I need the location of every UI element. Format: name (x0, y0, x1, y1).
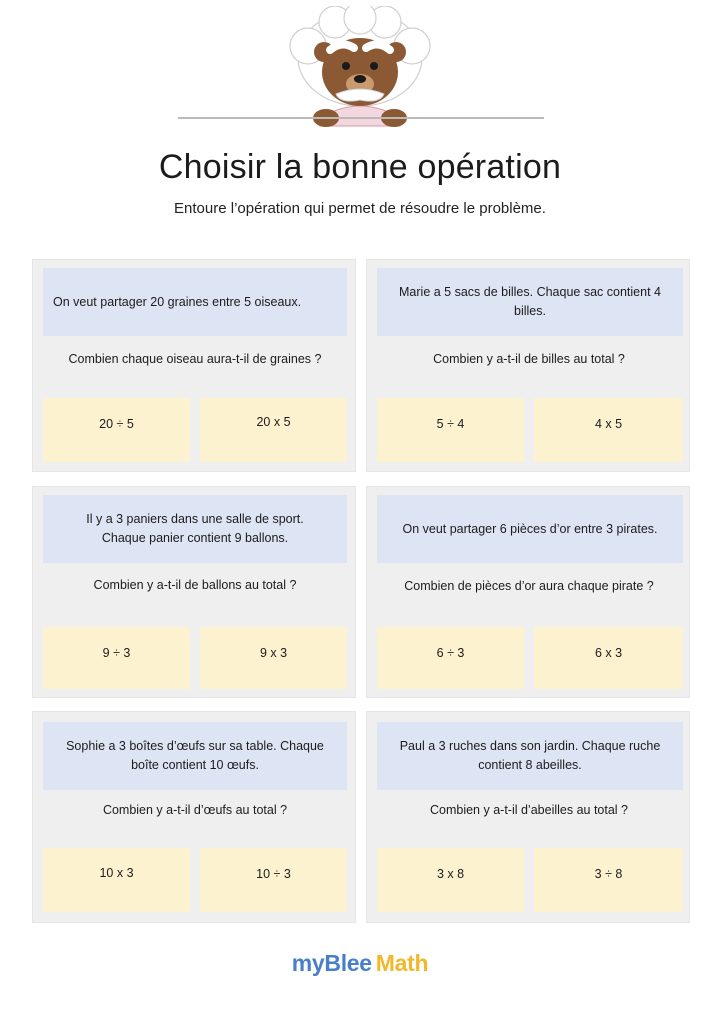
bear-mascot-icon (280, 6, 440, 134)
exercise-card-3 (32, 486, 356, 698)
option-button[interactable]: 20 x 5 (200, 398, 347, 462)
question: Combien chaque oiseau aura-t-il de graines ? (68, 352, 322, 366)
question: Combien de pièces d’or aura chaque pirate ? (404, 579, 654, 593)
question: Combien y a-t-il de billes au total ? (433, 352, 625, 366)
logo-part-my: my (291, 950, 325, 976)
option-button[interactable]: 10 x 3 (43, 848, 190, 912)
option-button[interactable]: 6 ÷ 3 (377, 627, 524, 689)
option-button[interactable]: 3 ÷ 8 (534, 848, 683, 912)
problem-statement: Il y a 3 paniers dans une salle de sport. Chaque panier contient 9 ballons. (43, 495, 347, 563)
logo-part-math: Math (375, 950, 429, 976)
option-button[interactable]: 9 x 3 (200, 627, 347, 689)
logo-part-blee: Blee (324, 950, 372, 976)
option-button[interactable]: 6 x 3 (534, 627, 683, 689)
problem-statement: Marie a 5 sacs de billes. Chaque sac contient 4 billes. (377, 268, 683, 336)
problem-statement: On veut partager 20 graines entre 5 oiseaux. (43, 268, 347, 336)
exercise-card-1 (32, 259, 356, 472)
question: Combien y a-t-il d’abeilles au total ? (429, 803, 629, 817)
option-button[interactable]: 4 x 5 (534, 398, 683, 462)
option-button[interactable]: 3 x 8 (377, 848, 524, 912)
page-subtitle: Entoure l’opération qui permet de résoudre le problème. (174, 200, 546, 217)
option-button[interactable]: 20 ÷ 5 (43, 398, 190, 462)
question: Combien y a-t-il d’œufs au total ? (102, 803, 288, 817)
problem-statement: On veut partager 6 pièces d’or entre 3 pirates. (377, 495, 683, 563)
option-button[interactable]: 5 ÷ 4 (377, 398, 524, 462)
page-title: Choisir la bonne opération (158, 148, 562, 186)
exercise-card-4 (366, 486, 690, 698)
option-button[interactable]: 9 ÷ 3 (43, 627, 190, 689)
myblee-math-logo (0, 950, 720, 977)
problem-statement: Sophie a 3 boîtes d’œufs sur sa table. Chaque boîte contient 10 œufs. (43, 722, 347, 790)
exercise-card-5 (32, 711, 356, 923)
exercise-card-6 (366, 711, 690, 923)
problem-statement: Paul a 3 ruches dans son jardin. Chaque ruche contient 8 abeilles. (377, 722, 683, 790)
shelf-line (178, 117, 544, 119)
question: Combien y a-t-il de ballons au total ? (93, 578, 297, 592)
option-button[interactable]: 10 ÷ 3 (200, 848, 347, 912)
exercise-card-2 (366, 259, 690, 472)
